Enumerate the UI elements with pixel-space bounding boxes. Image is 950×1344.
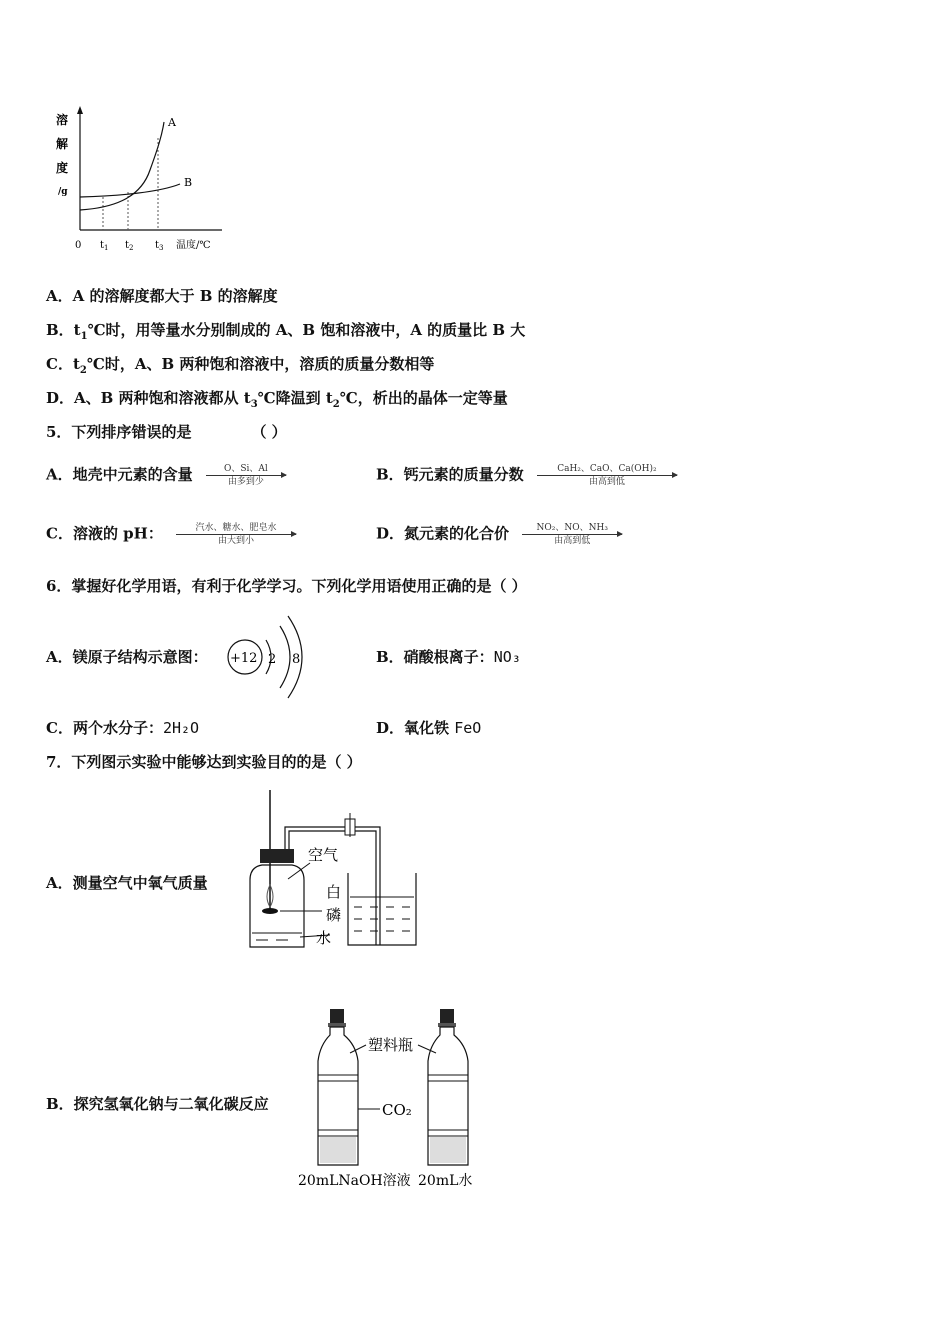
graph-origin: 0 — [75, 240, 82, 251]
graph-ylabel-3: 度 — [56, 161, 69, 175]
shell-1-electrons: 2 — [268, 652, 277, 667]
q5-option-d: D．氮元素的化合价 NO₂、NO、NH₃ 由高到低 — [376, 523, 622, 546]
label-white-p-2: 磷 — [326, 906, 342, 924]
co2-bottles-apparatus — [292, 1005, 492, 1195]
tick-t3: $t_3$ — [155, 240, 164, 252]
graph-yunit: /g — [58, 187, 68, 197]
q7-option-b-label: B．探究氢氧化钠与二氧化碳反应 — [46, 1095, 269, 1113]
q4-option-d: D．A、B 两种饱和溶液都从 $t_3℃$降温到 $t_2℃$，析出的晶体一定等量 — [46, 389, 508, 410]
graph-ylabel-1: 溶 — [56, 113, 69, 127]
tick-t2: $t_2$ — [125, 240, 134, 252]
label-white-p-1: 白 — [326, 883, 342, 901]
label-naoh-solution: 20mLNaOH溶液 — [298, 1173, 411, 1189]
q6-option-a-label: A．镁原子结构示意图： — [46, 648, 208, 666]
q6-option-d: D．氧化铁 FeO — [376, 719, 482, 737]
q5-option-a: A．地壳中元素的含量 O、Si、Al 由多到少 — [46, 464, 286, 487]
label-air: 空气 — [308, 846, 339, 864]
shell-2-electrons: 8 — [292, 652, 301, 667]
tick-t1: $t_1$ — [100, 240, 109, 252]
curve-b — [80, 184, 180, 197]
q4-option-b: B．$t_1℃$时，用等量水分别制成的 A、B 饱和溶液中，A 的质量比 B 大 — [46, 321, 526, 342]
solubility-graph — [50, 100, 240, 260]
label-water-20ml: 20mL水 — [418, 1173, 473, 1189]
oxygen-measure-apparatus — [240, 785, 440, 955]
q5-stem: 5．下列排序错误的是 （ ） — [46, 423, 287, 441]
curve-b-label: B — [184, 176, 193, 189]
q7-stem: 7．下列图示实验中能够达到实验目的的是（ ） — [46, 753, 362, 771]
nucleus-charge: +12 — [230, 651, 258, 666]
q5-option-b: B．钙元素的质量分数 CaH₂、CaO、Ca(OH)₂ 由高到低 — [376, 464, 677, 487]
label-co2: CO₂ — [382, 1101, 412, 1119]
q4-option-c: C．$t_2℃$时，A、B 两种饱和溶液中，溶质的质量分数相等 — [46, 355, 435, 376]
curve-a-label: A — [168, 116, 176, 129]
label-plastic-bottle: 塑料瓶 — [368, 1036, 414, 1054]
q4-option-a: A．A 的溶解度都大于 B 的溶解度 — [46, 287, 278, 305]
graph-xlabel: 温度/℃ — [176, 240, 211, 251]
graph-ylabel-2: 解 — [56, 137, 69, 151]
q5-option-c: C．溶液的 pH： 汽水、糖水、肥皂水 由大到小 — [46, 523, 296, 546]
q6-option-c: C．两个水分子：2H₂O — [46, 719, 200, 737]
q7-option-a-label: A．测量空气中氧气质量 — [46, 874, 208, 892]
label-water: 水 — [316, 929, 332, 947]
mg-atom-diagram — [220, 612, 310, 702]
q6-stem: 6．掌握好化学用语，有利于化学学习。下列化学用语使用正确的是（ ） — [46, 577, 527, 595]
q6-option-b: B．硝酸根离子：NO₃ — [376, 648, 521, 666]
